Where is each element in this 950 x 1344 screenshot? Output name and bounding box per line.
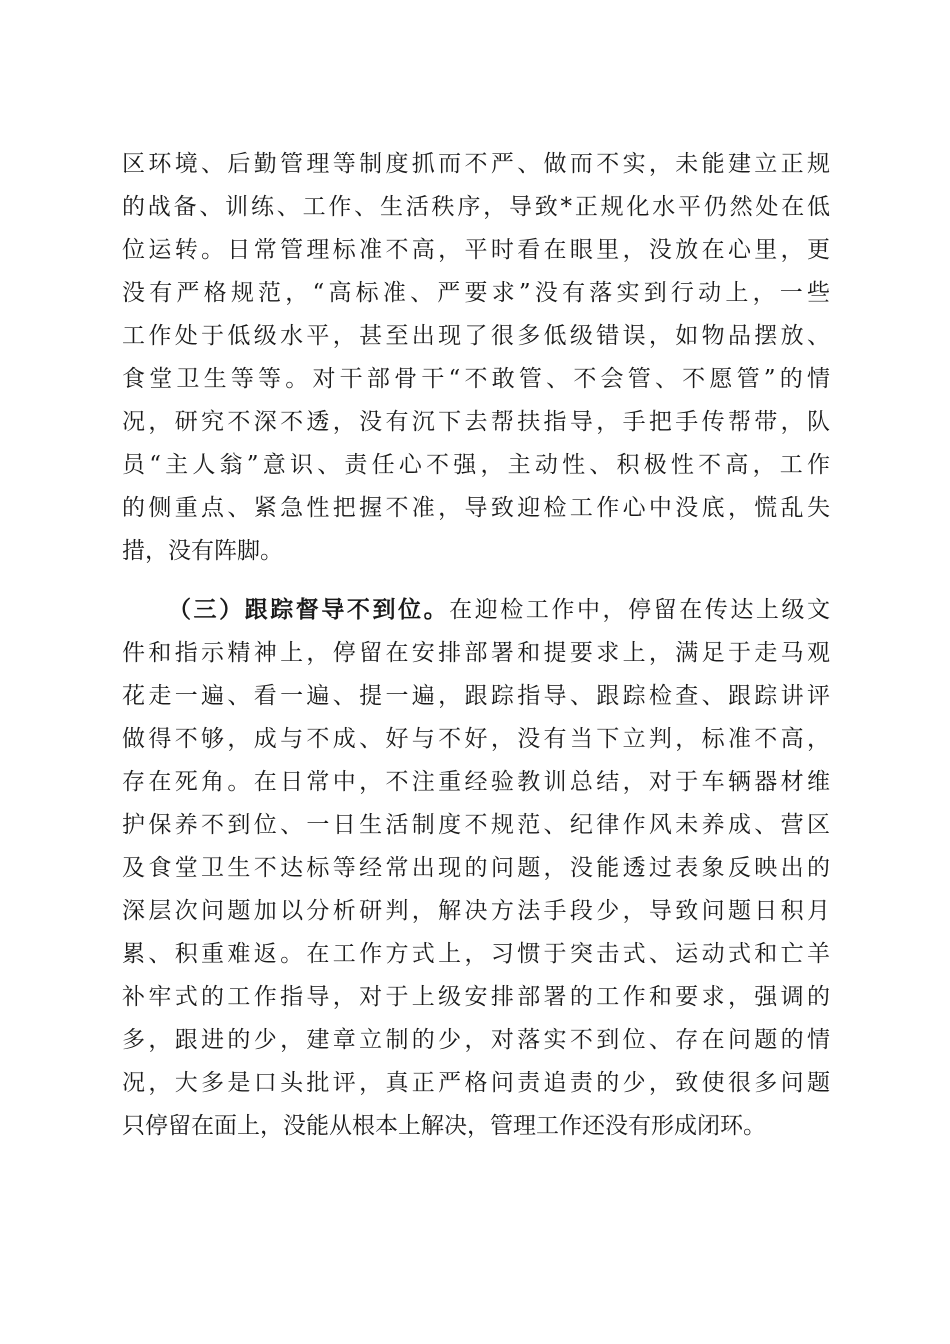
text-line: 位运转。日常管理标准不高，平时看在眼里，没放在心里，更 (122, 237, 830, 263)
text-line: 做得不够，成与不成、好与不好，没有当下立判，标准不高， (122, 726, 830, 752)
paragraph-first-line (168, 590, 830, 630)
text-line: 区环境、后勤管理等制度抓而不严、做而不实，未能建立正规 (122, 151, 830, 177)
text-line: 食堂卫生等等。对干部骨干“不敢管、不会管、不愿管”的情 (122, 366, 830, 392)
text-line: 深层次问题加以分析研判，解决方法手段少，导致问题日积月 (122, 898, 830, 924)
text-line: 累、积重难返。在工作方式上，习惯于突击式、运动式和亡羊 (122, 941, 830, 967)
text-line: 只停留在面上，没能从根本上解决，管理工作还没有形成闭环。 (122, 1113, 766, 1139)
text-line: 补牢式的工作指导，对于上级安排部署的工作和要求，强调的 (122, 984, 830, 1010)
text-line: 员“主人翁”意识、责任心不强，主动性、积极性不高，工作 (122, 452, 830, 478)
text-line: 件和指示精神上，停留在安排部署和提要求上，满足于走马观 (122, 640, 830, 666)
text-line: 及食堂卫生不达标等经常出现的问题，没能透过表象反映出的 (122, 855, 830, 881)
text-line: 工作处于低级水平，甚至出现了很多低级错误，如物品摆放、 (122, 323, 830, 349)
text-line: 花走一遍、看一遍、提一遍，跟踪指导、跟踪检查、跟踪讲评 (122, 683, 830, 709)
text-line: 况，研究不深不透，没有沉下去帮扶指导，手把手传帮带，队 (122, 409, 830, 435)
text-line: 况，大多是口头批评，真正严格问责追责的少，致使很多问题 (122, 1070, 830, 1096)
text-line: 的侧重点、紧急性把握不准，导致迎检工作心中没底，慌乱失 (122, 495, 830, 521)
text-line: 措，没有阵脚。 (122, 538, 283, 564)
text-line: 护保养不到位、一日生活制度不规范、纪律作风未养成、营区 (122, 812, 830, 838)
section-heading: （三）跟踪督导不到位。 (168, 596, 450, 623)
text-line: 没有严格规范，“高标准、严要求”没有落实到行动上，一些 (122, 280, 830, 306)
text-line: 的战备、训练、工作、生活秩序，导致*正规化水平仍然处在低 (122, 194, 830, 220)
text-line-rest: 在迎检工作中，停留在传达上级文 (449, 597, 831, 623)
text-line: 多，跟进的少，建章立制的少，对落实不到位、存在问题的情 (122, 1027, 830, 1053)
text-line: 存在死角。在日常中，不注重经验教训总结，对于车辆器材维 (122, 769, 830, 795)
